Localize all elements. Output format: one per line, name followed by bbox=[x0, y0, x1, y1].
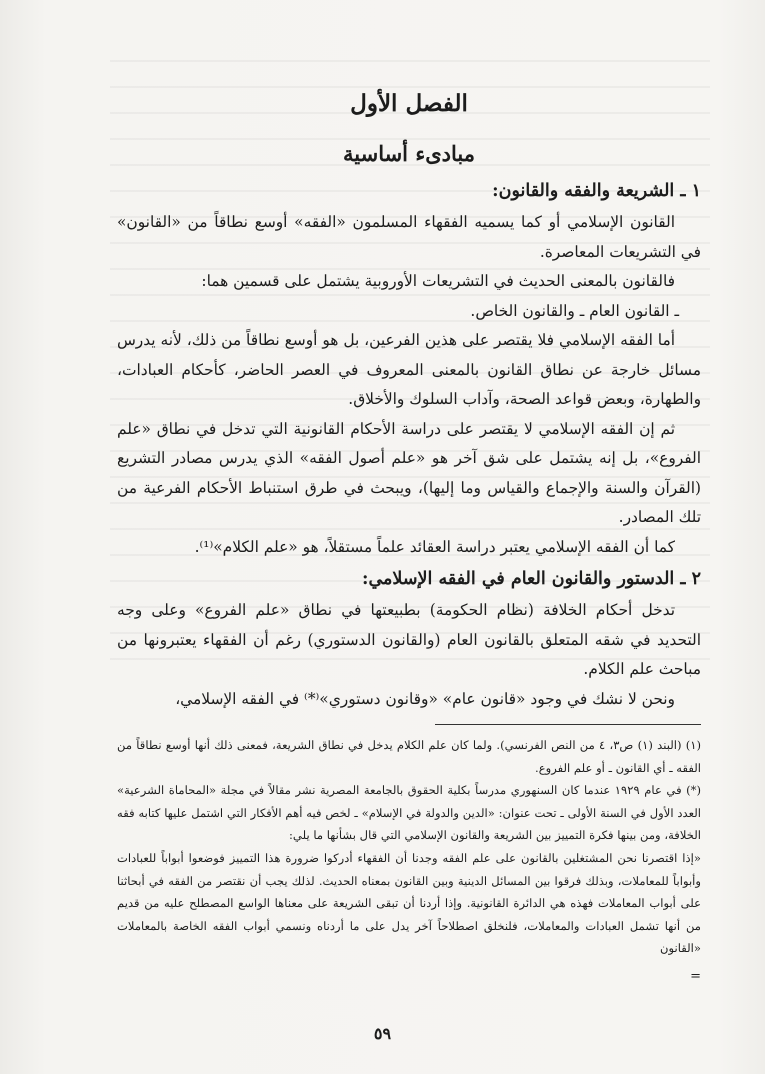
footnotes bbox=[117, 734, 701, 989]
paragraph: تدخل أحكام الخلافة (نظام الحكومة) بطبيعتها في نطاق «علم الفروع» وعلى وجه التحديد في شقه المتعلق بالقانون العام (والقانون الدستوري) رغم أن الفقهاء يعتبرونها من مباحث علم الكلام. bbox=[117, 601, 701, 678]
paragraph: ونحن لا نشك في وجود «قانون عام» «وقانون دستوري»⁽*⁾ في الفقه الإسلامي، bbox=[175, 689, 675, 708]
subheading-sharia-fiqh-law: ١ ـ الشريعة والفقه والقانون: bbox=[492, 181, 701, 201]
paragraph: أما الفقه الإسلامي فلا يقتصر على هذين الفرعين، بل هو أوسع نطاقاً من ذلك، لأنه يدرس مسائل خارجة عن نطاق القانون بالمعنى المعروف في العصر الحاضر، كأحكام العبادات، والطهارة، وبعض قواعد الصحة، وآداب السلوك والأخلاق. bbox=[117, 331, 701, 408]
chapter-title: الفصل الأول bbox=[350, 90, 468, 117]
footnote: (*) في عام ١٩٢٩ عندما كان السنهوري مدرساً بكلية الحقوق بالجامعة المصرية نشر مقالاً في مجلة «المحاماة الشرعية» العدد الأول في السنة الأولى ـ تحت عنوان: «الدين والدولة في الإسلام» ـ لخص فيه أهم الأفكار التي اشتمل عليها كتابه فقه الخلافة، ومن بينها فكرة التمييز بين الشريعة والقانون الإسلامي التي قال بشأنها ما يلي: bbox=[117, 783, 701, 843]
footnote-divider bbox=[435, 724, 701, 725]
paragraph: فالقانون بالمعنى الحديث في التشريعات الأوروبية يشتمل على قسمين هما: bbox=[201, 272, 675, 290]
subheading-constitution-public-law: ٢ ـ الدستور والقانون العام في الفقه الإسلامي: bbox=[362, 569, 701, 589]
list-item: ـ القانون العام ـ والقانون الخاص. bbox=[470, 301, 679, 320]
main-text bbox=[117, 84, 701, 714]
paragraph: القانون الإسلامي أو كما يسميه الفقهاء المسلمون «الفقه» أوسع نطاقاً من «القانون» في التشريعات المعاصرة. bbox=[117, 213, 701, 261]
footnote: (١) (البند (١) ص٣، ٤ من النص الفرنسي). ولما كان علم الكلام يدخل في نطاق الشريعة، فمعنى ذلك أنها أوسع نطاقاً من الفقه ـ أي القانون ـ أو علم الفروع. bbox=[117, 738, 701, 775]
page-number: ٥٩ bbox=[373, 1024, 392, 1043]
paragraph: كما أن الفقه الإسلامي يعتبر دراسة العقائد علماً مستقلاً، هو «علم الكلام»⁽¹⁾. bbox=[194, 537, 675, 556]
footnote-continuation-mark: = bbox=[690, 968, 701, 984]
section-title: مبادىء أساسية bbox=[343, 141, 475, 166]
footnote-quote: «إذا اقتصرنا نحن المشتغلين بالقانون على علم الفقه وجدنا أن الفقهاء أدركوا ضرورة هذا التمييز فوضعوا أبواباً للعبادات وأبواباً للمعاملات، وبذلك فرقوا بين المسائل الدينية وبين القانون بمعناه الحديث. لذلك يجب أن نقتصر من الفقه في أبحاثنا على أبواب المعاملات فهذه هي الدائرة القانونية. وإذا أردنا أن تبقى الشريعة على معناها الواسع المصطلح عليه من قديم من أنها تشمل العبادات والمعاملات، فلنخلق اصطلاحاً آخر يدل على ما أردناه ونسمي أبواب الفقه الخاصة بالمعاملات «القانون bbox=[117, 850, 701, 956]
paragraph: ثم إن الفقه الإسلامي لا يقتصر على دراسة الأحكام القانونية التي تدخل في نطاق «علم الفروع»، بل إنه يشتمل على شق آخر هو «علم أصول الفقه» الذي يدرس مصادر التشريع (القرآن والسنة والإجماع والقياس وما إليها)، ويبحث في طرق استنباط الأحكام الفرعية من تلك المصادر. bbox=[117, 419, 701, 526]
